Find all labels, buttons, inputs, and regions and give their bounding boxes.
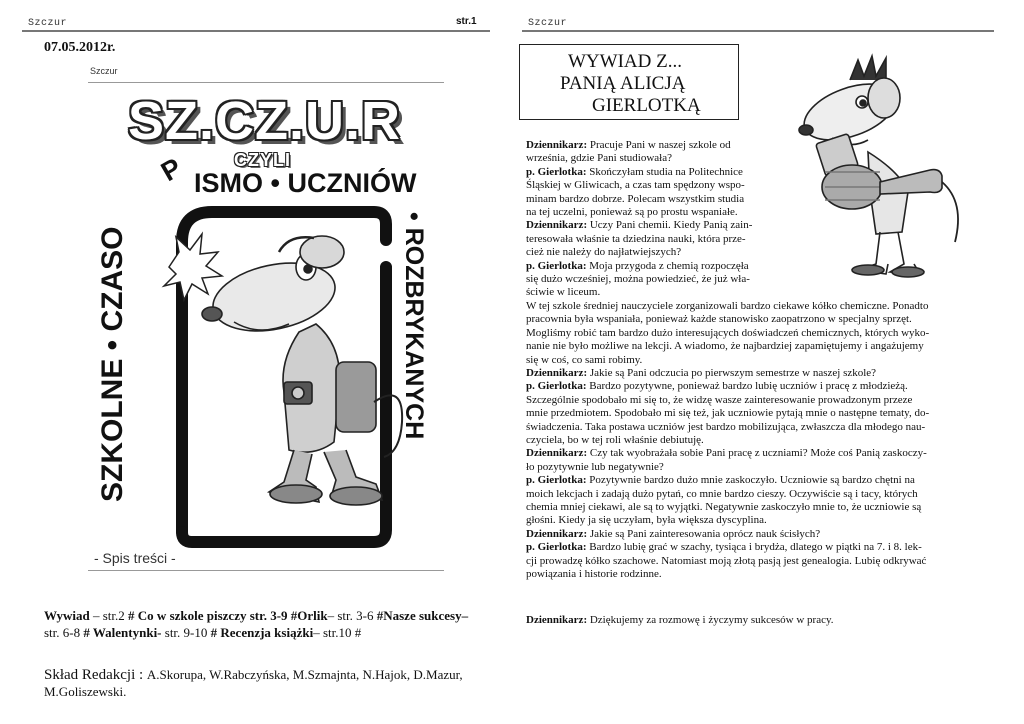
- interview-line: [526, 514, 996, 527]
- line-text: świadczenia. Taka postawa uczniów jest bardzo mobilizująca, zwłaszcza dla młodego nau-: [526, 420, 926, 433]
- toc-text: – str.10 #: [313, 625, 362, 640]
- line-text: powiązania i historie rodzinne.: [526, 568, 662, 580]
- line-text: czyciela, bo w tej roli właśnie debiutuję.: [526, 433, 704, 446]
- toc-text: str. 9-10: [161, 625, 211, 640]
- interview-line: [526, 327, 996, 340]
- interview-line: [526, 313, 996, 326]
- line-text: W tej szkole średniej nauczyciele zorganizowali bardzo ciekawe kółko chemiczne. Ponadto: [526, 299, 929, 312]
- cover-image: [84, 62, 444, 582]
- line-text: września, gdzie Pani studiowała?: [526, 152, 673, 165]
- line-text: Uczy Pani chemii. Kiedy Panią zain-: [587, 219, 753, 232]
- toc-item-recenzja[interactable]: # Recenzja książki: [210, 625, 314, 640]
- toc-item-walentynki[interactable]: # Walentynki-: [83, 625, 162, 640]
- line-text: minam bardzo dobrze. Polecam wszystkim studia: [526, 192, 745, 205]
- speaker-label: Dziennikarz:: [526, 447, 588, 460]
- line-text: Skończyłam studia na Politechnice: [586, 165, 743, 178]
- interview-line: [526, 474, 996, 487]
- line-text: Szczególnie spodobało mi się to, że widzę wasze zainteresowanie prowadzonym przeze: [526, 393, 913, 406]
- title-line-1: WYWIAD Z...: [568, 51, 682, 72]
- interview-line: [526, 219, 996, 232]
- line-text: się dużo wcześniej, można powiedzieć, że już wła-: [526, 273, 750, 286]
- closing-text: Dziękujemy za rozmowę i życzymy sukcesów w pracy.: [587, 614, 834, 626]
- cover-arc-right: • ROZBRYKANYCH: [400, 212, 428, 440]
- toc-text: – str.2: [89, 608, 129, 623]
- line-text: mnie przedmiotem. Spodobało mi się też, jak uczniowie pytają mnie o następne tematy, do-: [526, 407, 930, 420]
- line-text: na tej uczelni, ponieważ są po prostu wspaniałe.: [526, 206, 738, 219]
- speaker-label: p. Gierlotka:: [526, 380, 587, 393]
- interview-line: [526, 380, 996, 393]
- rat-with-camera-and-backpack-illustration: [202, 236, 402, 505]
- line-text: Moja przygoda z chemią rozpoczęła: [586, 259, 749, 272]
- cover-arc-left: SZKOLNE • CZASO: [96, 226, 129, 502]
- toc-text: – str. 3-6: [327, 608, 377, 623]
- toc-item-nasze-sukcesy[interactable]: #Nasze sukcesy–: [376, 608, 469, 623]
- cover-header-label: Szczur: [90, 66, 118, 76]
- interview-line: [526, 286, 996, 299]
- interview-line: [526, 300, 996, 313]
- speaker-label: Dziennikarz:: [526, 139, 588, 151]
- interview-line: [526, 273, 996, 286]
- speaker-label: p. Gierlotka:: [526, 165, 587, 178]
- interview-line: [526, 340, 996, 353]
- speaker-label: p. Gierlotka:: [526, 259, 587, 272]
- cover-footer-label: - Spis treści -: [94, 550, 176, 566]
- interview-line: [526, 447, 996, 460]
- interview-line: [526, 193, 996, 206]
- interview-title-box: [519, 44, 739, 120]
- line-text: cji prowadzę kółko szachowe. Natomiast moją złotą pasją jest genealogia. Lubię odkrywać: [526, 554, 927, 567]
- interview-line: [526, 568, 996, 581]
- line-text: się w coś, co sami robimy.: [526, 353, 643, 366]
- toc-line-1: [44, 607, 494, 624]
- interview-line: [526, 152, 996, 165]
- interview-body: [526, 139, 996, 581]
- table-of-contents: [44, 607, 494, 641]
- line-text: Pracuje Pani w naszej szkole od: [587, 139, 731, 151]
- line-text: ściwie w liceum.: [526, 286, 601, 299]
- speaker-label: p. Gierlotka:: [526, 541, 587, 554]
- cover-subtitle: CZYLI: [234, 150, 291, 170]
- interview-line: [526, 394, 996, 407]
- line-text: Bardzo lubię grać w szachy, tysiąca i brydża, dlatego w piątki na 7. i 8. lek-: [586, 541, 922, 554]
- line-text: Jakie są Pani odczucia po pierwszym semestrze w naszej szkole?: [587, 366, 877, 379]
- interview-line: [526, 407, 996, 420]
- line-text: ło pozytywnie lub negatywnie?: [526, 460, 664, 473]
- interview-line: [526, 246, 996, 259]
- interview-line: [526, 233, 996, 246]
- line-text: głośni. Kiedy ja się uczyłam, była większa dyscyplina.: [526, 514, 767, 527]
- line-text: chemia mniej ciekawi, ale są to wyjątki. Negatywnie zaskoczyło mnie to, że uczniowie są: [526, 500, 922, 513]
- line-text: Bardzo pozytywne, ponieważ bardzo lubię uczniów i pracę z młodzieżą.: [586, 380, 908, 393]
- toc-item-wywiad[interactable]: Wywiad: [44, 608, 90, 623]
- interview-line: [526, 541, 996, 554]
- interview-line: [526, 488, 996, 501]
- line-text: moich lekcjach i zadają dużo pytań, co mnie bardzo cieszy. Oczywiście są i tacy, których: [526, 487, 918, 500]
- cover-arc-top: ISMO • UCZNIÓW: [194, 168, 417, 198]
- line-text: Jakie są Pani zainteresowania oprócz nauk ścisłych?: [587, 527, 821, 540]
- interview-line: [526, 354, 996, 367]
- interview-line: [526, 501, 996, 514]
- cover-arc-p: P: [156, 152, 187, 188]
- speaker-label: Dziennikarz:: [526, 366, 588, 379]
- line-text: Śląskiej w Gliwicach, a czas tam spędzony wspo-: [526, 179, 745, 192]
- closing-line: [526, 614, 834, 627]
- staff-names-line1: A.Skorupa, W.Rabczyńska, M.Szmajnta, N.Hajok, D.Mazur,: [146, 667, 463, 682]
- line-text: Czy tak wyobrażała sobie Pani pracę z uczniami? Może coś Panią zaskoczy-: [587, 447, 927, 460]
- cover-title: SZ.CZ.U.R: [128, 91, 401, 151]
- cover-frame-graphic: [84, 62, 444, 582]
- left-header-rule: [22, 30, 490, 32]
- interview-line: [526, 367, 996, 380]
- closing-speaker: Dziennikarz:: [526, 614, 588, 626]
- speaker-label: Dziennikarz:: [526, 527, 588, 540]
- issue-date: 07.05.2012r.: [44, 40, 116, 55]
- speaker-label: Dziennikarz:: [526, 219, 588, 232]
- starburst-graphic: [164, 234, 222, 300]
- interview-line: [526, 528, 996, 541]
- line-text: Mogliśmy robić tam bardzo dużo interesujących doświadczeń chemicznych, których wyko-: [526, 326, 930, 339]
- line-text: cież nie należy do najłatwiejszych?: [526, 246, 682, 259]
- right-header-rule: [522, 30, 994, 32]
- page-number: str.1: [456, 16, 477, 27]
- interview-line: [526, 206, 996, 219]
- line-text: teresowała właśnie ta dziedzina nauki, która prze-: [526, 232, 746, 245]
- toc-line-2: [44, 624, 494, 641]
- line-text: Pozytywnie bardzo dużo mnie zaskoczyło. Uczniowie są bardzo chętni na: [586, 474, 915, 487]
- staff-names-line2: M.Goliszewski.: [44, 684, 127, 699]
- line-text: pracownia była wspaniała, ponieważ każde stanowisko zaopatrzono w specjalny sprzęt.: [526, 313, 912, 326]
- toc-item-co-w-szkole[interactable]: # Co w szkole piszczy str. 3-9 #Orlik: [128, 608, 328, 623]
- editorial-staff: [44, 667, 463, 684]
- title-line-3: GIERLOTKĄ: [592, 95, 701, 116]
- line-text: nanie nie było możliwe na lekcji. A wiadomo, że najbardziej zapamiętujemy i angażujemy: [526, 340, 924, 353]
- speaker-label: p. Gierlotka:: [526, 474, 587, 487]
- left-running-title: Szczur: [28, 18, 68, 29]
- title-line-2: PANIĄ ALICJĄ: [560, 73, 686, 94]
- interview-line: [526, 434, 996, 447]
- interview-line: [526, 166, 996, 179]
- cover-footer-rule: [88, 570, 444, 571]
- interview-line: [526, 179, 996, 192]
- right-running-title: Szczur: [528, 18, 568, 29]
- staff-label: Skład Redakcji :: [44, 667, 147, 683]
- interview-line: [526, 421, 996, 434]
- interview-line: [526, 555, 996, 568]
- interview-line: [526, 461, 996, 474]
- interview-line: [526, 260, 996, 273]
- interview-line: [526, 139, 996, 152]
- toc-text: str. 6-8: [44, 625, 84, 640]
